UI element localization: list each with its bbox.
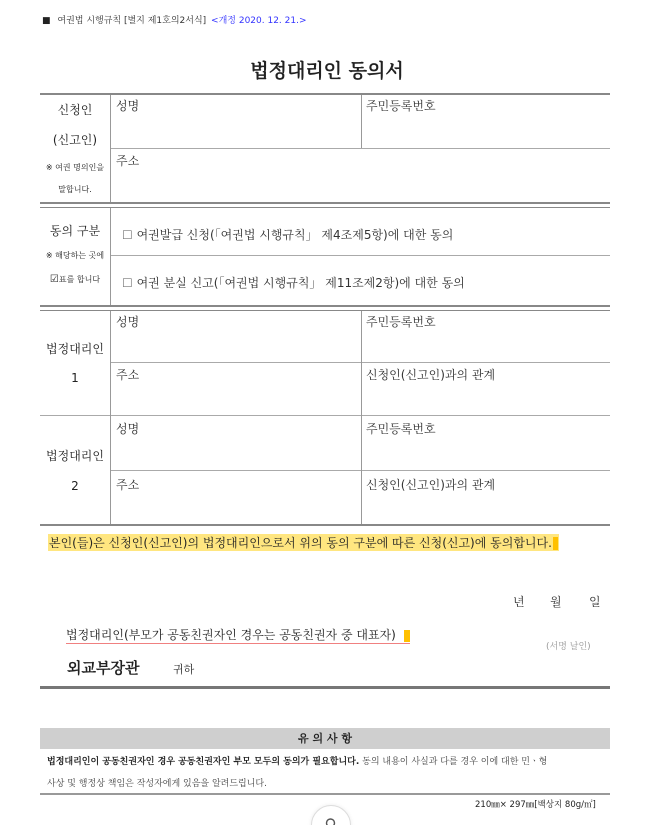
- date-year: 년: [513, 595, 525, 609]
- consent-note2: ☑표를 합니다: [49, 274, 101, 285]
- representative-1-number: 1: [71, 371, 79, 385]
- rep1-relation-label: 신청인(신고인)과의 관계: [366, 368, 496, 382]
- notice-title: 유 의 사 항: [40, 728, 610, 749]
- revision-date: <개정 2020. 12. 21.>: [211, 16, 307, 26]
- rep1-name-field[interactable]: [112, 328, 359, 360]
- rep2-address-field[interactable]: [112, 490, 359, 522]
- applicant-label2: (신고인): [52, 133, 98, 147]
- applicant-address-field[interactable]: [112, 168, 608, 200]
- applicant-rrn-field[interactable]: [363, 112, 608, 146]
- form-header: [42, 13, 307, 26]
- consent-label: 동의 구분: [49, 224, 101, 238]
- form-reference: 여권법 시행규칙 [별지 제1호의2서식]: [57, 16, 207, 26]
- consent-note: ※ 해당하는 곳에: [45, 251, 105, 260]
- consent-statement: 본인(들)은 신청인(신고인)의 법정대리인으로서 위의 동의 구분에 따른 신청(신고)에 동의합니다.: [48, 534, 559, 551]
- text-cursor: [404, 630, 410, 642]
- applicant-note2: 말합니다.: [58, 185, 92, 194]
- rep1-rrn-label: 주민등록번호: [366, 315, 436, 329]
- checkbox-icon[interactable]: ☐: [122, 228, 133, 242]
- notice-text-line1: 법정대리인이 공동친권자인 경우 공동친권자인 부모 모두의 동의가 필요합니다. 동의 내용이 사실과 다를 경우 이에 대한 민ㆍ형: [47, 757, 548, 767]
- rep2-name-label: 성명: [116, 422, 140, 436]
- rep2-relation-label: 신청인(신고인)과의 관계: [366, 478, 496, 492]
- search-icon: [312, 806, 350, 825]
- sign-seal-note: (서명 날인): [546, 642, 591, 652]
- applicant-name-label: 성명: [116, 99, 140, 113]
- rep1-address-field[interactable]: [112, 382, 359, 413]
- rep1-rrn-field[interactable]: [363, 328, 608, 360]
- search-button[interactable]: [311, 805, 351, 825]
- recipient-suffix: 귀하: [173, 663, 195, 676]
- representative-1-label: 법정대리인: [46, 342, 104, 356]
- rep1-name-label: 성명: [116, 315, 140, 329]
- recipient: 외교부장관: [67, 659, 140, 677]
- checkbox-icon[interactable]: ☐: [122, 276, 133, 290]
- representative-2-number: 2: [71, 479, 79, 493]
- square-marker-icon: ■: [42, 16, 51, 26]
- date-month: 월: [550, 595, 562, 609]
- rep2-relation-field[interactable]: [363, 490, 608, 522]
- signer-label: 법정대리인(부모가 공동친권자인 경우는 공동친권자 중 대표자): [66, 626, 410, 644]
- date-day: 일: [589, 595, 601, 609]
- consent-option-passport-loss[interactable]: ☐ 여권 분실 신고(「여권법 시행규칙」 제11조제2항)에 대한 동의: [122, 276, 465, 290]
- page-title: 법정대리인 동의서: [250, 60, 404, 82]
- applicant-label: 신청인: [57, 103, 93, 117]
- rep2-address-label: 주소: [116, 478, 140, 492]
- rep2-rrn-label: 주민등록번호: [366, 422, 436, 436]
- text-cursor: [553, 537, 558, 550]
- rep2-rrn-field[interactable]: [363, 436, 608, 468]
- applicant-rrn-label: 주민등록번호: [366, 99, 436, 113]
- consent-option-passport-issue[interactable]: ☐ 여권발급 신청(「여권법 시행규칙」 제4조제5항)에 대한 동의: [122, 228, 454, 242]
- applicant-address-label: 주소: [116, 154, 140, 168]
- representative-2-label: 법정대리인: [46, 449, 104, 463]
- applicant-name-field[interactable]: [112, 112, 359, 146]
- rep1-relation-field[interactable]: [363, 382, 608, 413]
- checked-box-icon: ☑: [49, 274, 59, 285]
- rep1-address-label: 주소: [116, 368, 140, 382]
- applicant-note: ※ 여권 명의인을: [45, 163, 105, 172]
- paper-spec: 210㎜× 297㎜[백상지 80g/㎡]: [475, 800, 596, 810]
- notice-text-line2: 사상 및 행정상 책임은 작성자에게 있음을 알려드립니다.: [47, 779, 267, 789]
- rep2-name-field[interactable]: [112, 436, 359, 468]
